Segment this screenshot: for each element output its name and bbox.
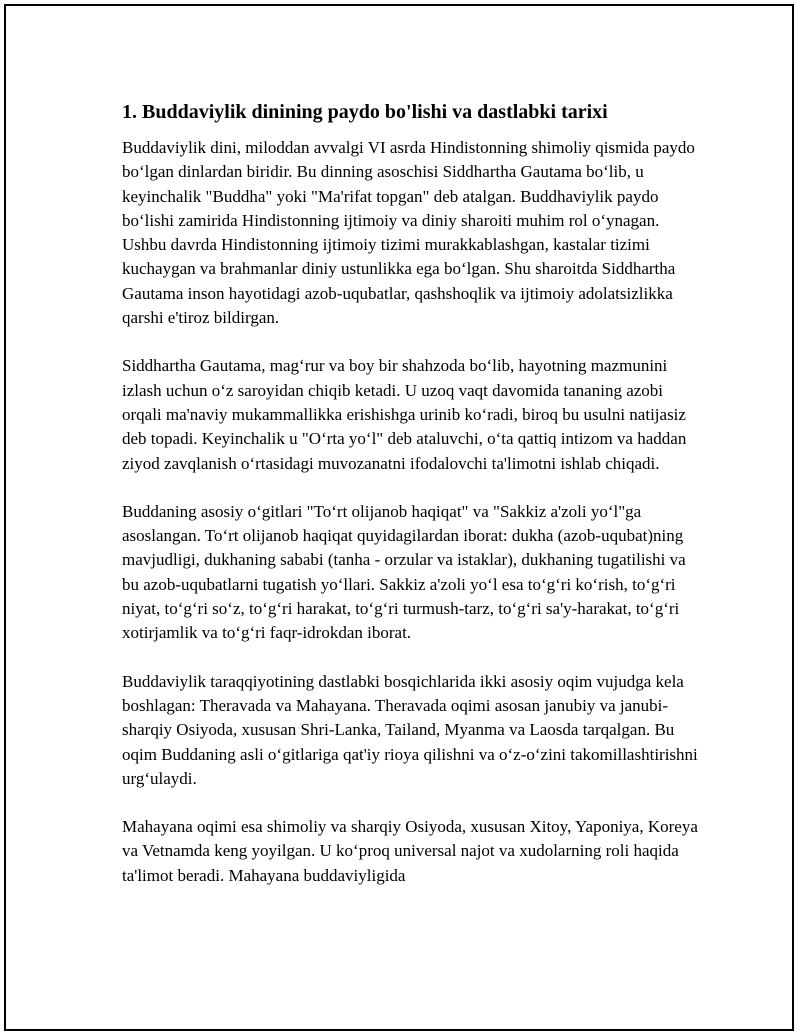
section-heading: 1. Buddaviylik dinining paydo bo'lishi va dastlabki tarixi (122, 101, 608, 123)
paragraph-teachings: Buddaning asosiy o‘gitlari "To‘rt olijanob haqiqat" va "Sakkiz a'zoli yo‘l"ga asoslangan. To‘rt olijanob haqiqat quyidagilardan iborat: dukha (azob-uqubat)ning mavjudligi, dukhaning sababi (tanha - orzular va istaklar), dukhaning tugatilishi va bu azob-uqubatlarni tugatish yo‘llari. Sakkiz a'zoli yo‘l esa to‘g‘ri ko‘rish, to‘g‘ri niyat, to‘g‘ri so‘z, to‘g‘ri harakat, to‘g‘ri turmush-tarz, to‘g‘ri sa'y-harakat, to‘g‘ri xotirjamlik va to‘g‘ri faqr-idrokdan iborat. (122, 501, 686, 643)
paragraph-mahayana: Mahayana oqimi esa shimoliy va sharqiy Osiyoda, xususan Xitoy, Yaponiya, Koreya va Vetnamda keng yoyilgan. U ko‘proq universal najot va xudolarning roli haqida ta'limot beradi. Mahayana buddaviyligida (122, 817, 698, 885)
document-body (122, 98, 702, 912)
page-frame (4, 4, 794, 1031)
paragraph-theravada: Buddaviylik taraqqiyotining dastlabki bosqichlarida ikki asosiy oqim vujudga kela boshlagan: Theravada va Mahayana. Theravada oqimi asosan janubiy va janubi-sharqiy Osiyoda, xususan Shri-Lanka, Tailand, Myanma va Laosda tarqalgan. Bu oqim Buddaning asli o‘gitlariga qat'iy rioya qilishni va o‘z-o‘zini takomillashtirishni urg‘ulaydi. (122, 671, 698, 788)
paragraph-origins: Buddaviylik dini, miloddan avvalgi VI asrda Hindistonning shimoliy qismida paydo bo‘lgan dinlardan biridir. Bu dinning asoschisi Siddhartha Gautama bo‘lib, u keyinchalik "Buddha" yoki "Ma'rifat topgan" deb atalgan. Buddhaviylik paydo bo‘lishi zamirida Hindistonning ijtimoiy va diniy sharoiti muhim rol o‘ynagan. Ushbu davrda Hindistonning ijtimoiy tizimi murakkablashgan, kastalar tizimi kuchaygan va brahmanlar diniy ustunlikka ega bo‘lgan. Shu sharoitda Siddhartha Gautama inson hayotidagi azob-uqubatlar, qashshoqlik va ijtimoiy adolatsizlikka qarshi e'tiroz bildirgan. (122, 138, 695, 328)
paragraph-siddhartha: Siddhartha Gautama, mag‘rur va boy bir shahzoda bo‘lib, hayotning mazmunini izlash uchun o‘z saroyidan chiqib ketadi. U uzoq vaqt davomida tananing azobi orqali ma'naviy mukammallikka erishishga urinib ko‘radi, biroq bu usulni natijasiz deb topadi. Keyinchalik u "O‘rta yo‘l" deb ataluvchi, o‘ta qattiq intizom va haddan ziyod zavqlanish o‘rtasidagi muvozanatni ifodalovchi ta'limotni ishlab chiqadi. (122, 356, 687, 473)
